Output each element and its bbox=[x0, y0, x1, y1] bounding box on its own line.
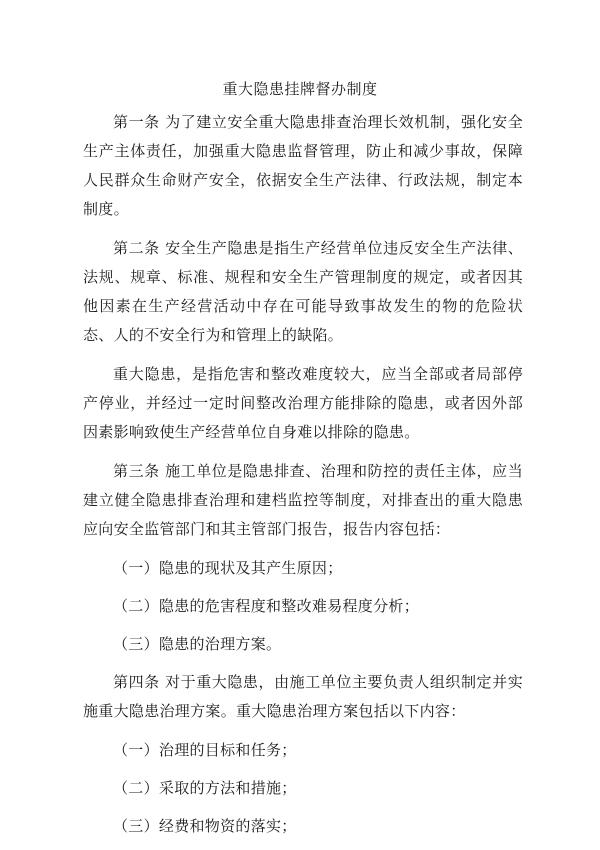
article-4-paragraph: 第四条 对于重大隐患，由施工单位主要负责人组织制定并实施重大隐患治理方案。重大隐患治理方案包括以下内容： bbox=[83, 673, 523, 720]
article-3-item-3: （三）隐患的治理方案。 bbox=[113, 635, 282, 653]
article-2-paragraph: 第二条 安全生产隐患是指生产经营单位违反安全生产法律、法规、规章、标准、规程和安全生产管理制度的规定，或者因其他因素在生产经营活动中存在可能导致事故发生的物的危险状态、人的不安全行为和管理上的缺陷。 bbox=[83, 239, 523, 344]
article-3-paragraph: 第三条 施工单位是隐患排查、治理和防控的责任主体，应当建立健全隐患排查治理和建档监控等制度，对排查出的重大隐患应向安全监管部门和其主管部门报告，报告内容包括： bbox=[83, 462, 523, 538]
article-4-item-1: （一）治理的目标和任务； bbox=[113, 741, 297, 759]
document-body bbox=[83, 108, 523, 850]
article-3-item-2: （二）隐患的危害程度和整改难易程度分析； bbox=[113, 597, 420, 615]
article-4-item-2: （二）采取的方法和措施； bbox=[113, 779, 297, 797]
document-title: 重大隐患挂牌督办制度 bbox=[222, 80, 378, 98]
major-hazard-definition-paragraph: 重大隐患，是指危害和整改难度较大，应当全部或者局部停产停业，并经过一定时间整改治理方能排除的隐患，或者因外部因素影响致使生产经营单位自身难以排除的隐患。 bbox=[83, 365, 523, 441]
article-4-item-3: （三）经费和物资的落实； bbox=[113, 817, 297, 835]
article-3-item-1: （一）隐患的现状及其产生原因； bbox=[113, 559, 343, 577]
article-1-paragraph: 第一条 为了建立安全重大隐患排查治理长效机制，强化安全生产主体责任，加强重大隐患监督管理，防止和减少事故，保障人民群众生命财产安全，依据安全生产法律、行政法规，制定本制度。 bbox=[83, 113, 523, 218]
